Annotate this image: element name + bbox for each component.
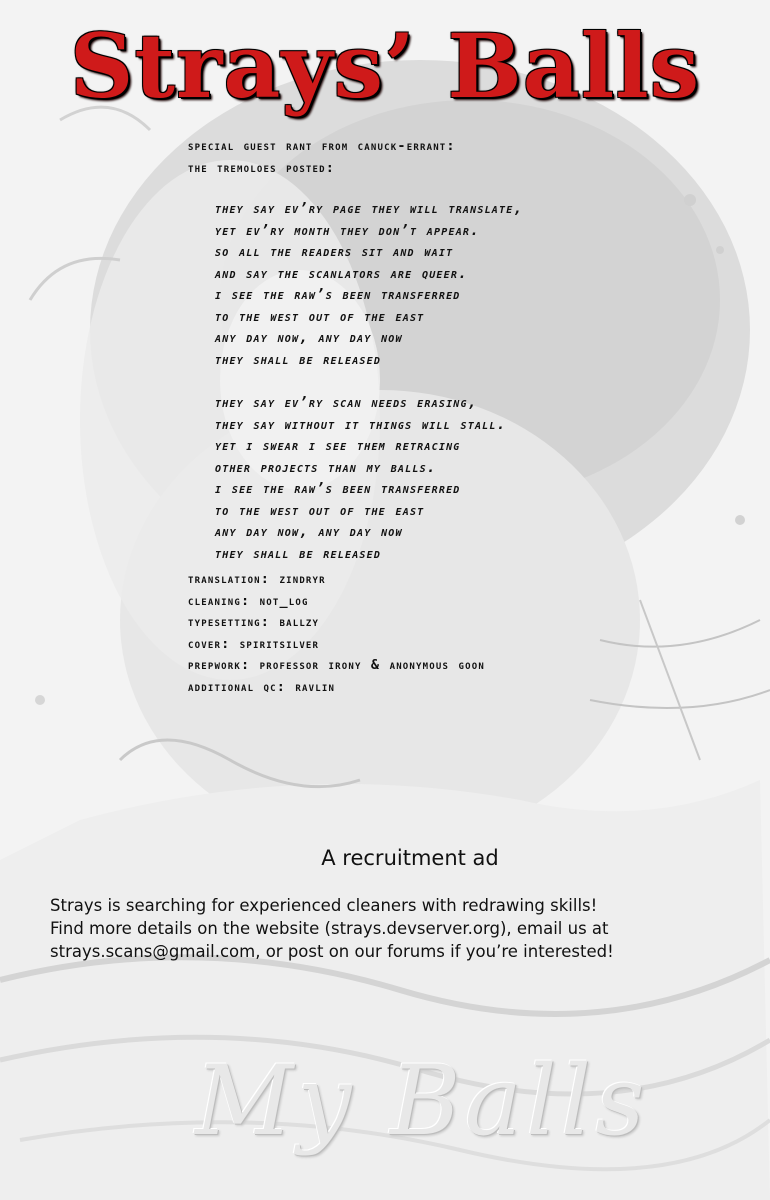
credit-line: cleaning: not_log [188,592,309,609]
credits-list [188,569,485,698]
header-line: the tremoloes posted: [188,159,336,176]
credit-line: prepwork: professor irony & anonymous goon [188,657,485,673]
ad-line: Strays is searching for experienced cleaners with redrawing skills! [50,896,598,915]
credit-line: typesetting: ballzy [188,614,320,630]
poem-line: yet ev’ry month they don’t appear. [215,222,480,239]
header-line: special guest rant from canuck-errant: [188,138,456,154]
ad-line: Find more details on the website (strays.devserver.org), email us at [50,919,609,938]
poem-line: to the west out of the east [215,502,425,519]
poem-line: they shall be released [215,351,382,368]
credit-line: additional qc: ravlin [188,678,336,695]
poem-line: so all the readers sit and wait [215,244,454,260]
poem-stanza-2 [215,393,506,565]
poem-line: they say ev’ry page they will translate, [215,201,524,217]
poem-stanza-1 [215,199,523,371]
poem-line: to the west out of the east [215,308,425,325]
poem-line: other projects than my balls. [215,459,437,476]
poem-line: they shall be released [215,545,382,562]
credit-line: translation: zindryr [188,571,326,587]
poem-line: any day now, any day now [215,330,403,346]
poem-line: i see the raw’s been transferred [215,481,461,497]
poem-line: yet i swear i see them retracing [215,438,461,454]
poem-line: they say ev’ry scan needs erasing, [215,395,478,411]
poem-line: and say the scanlators are queer. [215,265,468,282]
recruitment-ad-body [50,894,750,963]
recruitment-ad-title: A recruitment ad [321,846,499,870]
intro-header [188,136,456,179]
credit-line: cover: spiritsilver [188,635,320,652]
page-title: Strays’ Balls [69,14,701,118]
poem-line: any day now, any day now [215,524,403,540]
poem-line: i see the raw’s been transferred [215,287,461,303]
watermark-logo: My Balls [195,1045,649,1157]
poem-line: they say without it things will stall. [215,416,507,433]
ad-line: strays.scans@gmail.com, or post on our forums if you’re interested! [50,942,614,961]
